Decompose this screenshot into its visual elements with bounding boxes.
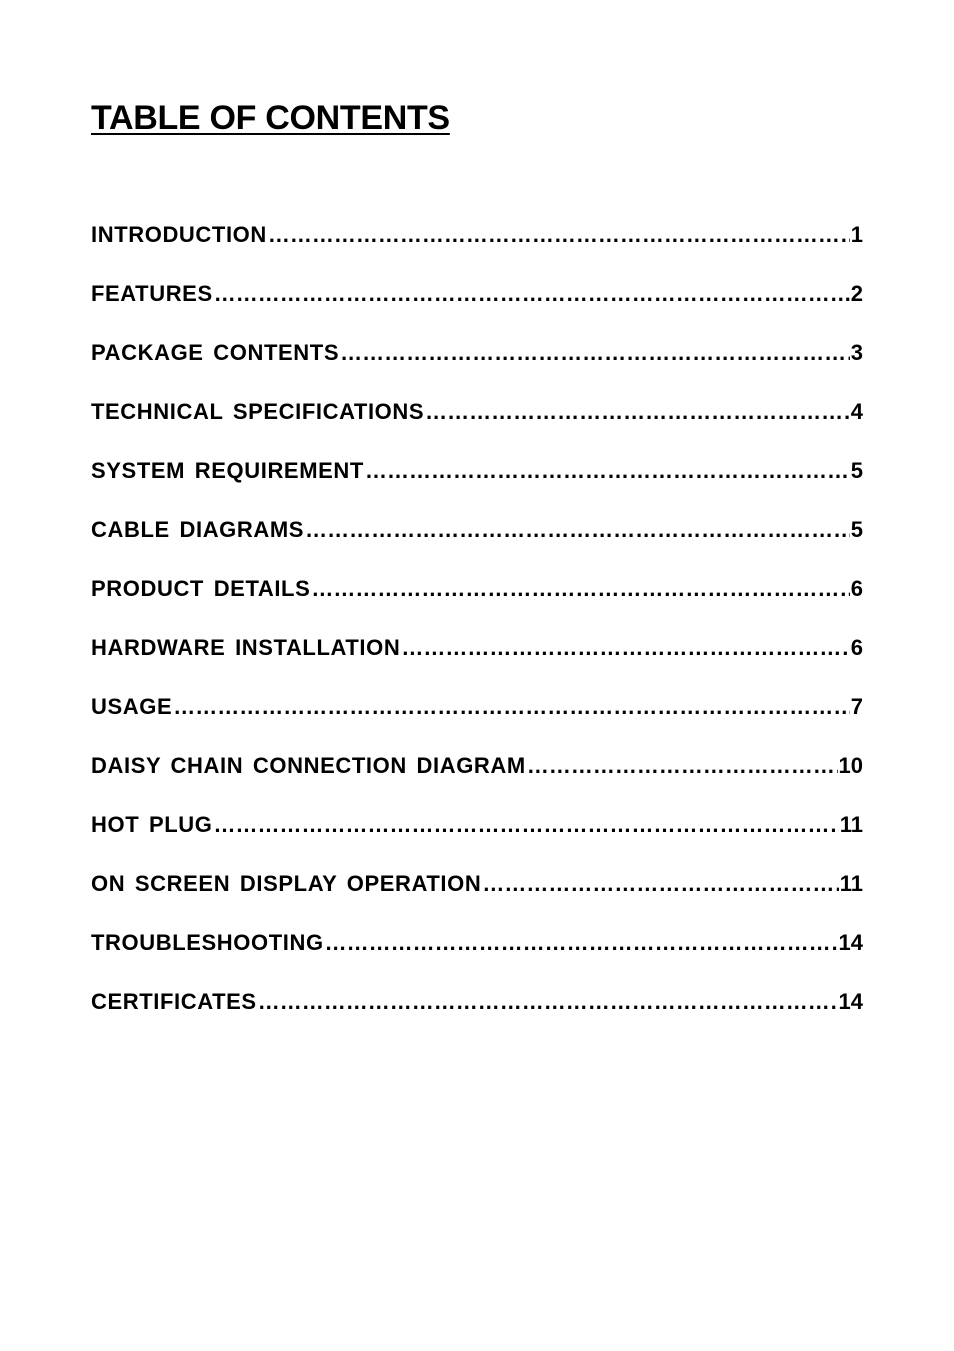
dot-leader (268, 222, 850, 248)
dot-leader (305, 517, 850, 543)
toc-entry-hot-plug[interactable] (91, 812, 863, 871)
toc-entry-on-screen-display-operation[interactable] (91, 871, 863, 930)
toc-entry-cable-diagrams[interactable] (91, 517, 863, 576)
toc-entry-label: DAISY CHAIN CONNECTION DIAGRAM (91, 753, 526, 778)
toc-entry-page: 6 (850, 635, 863, 660)
toc-entry-page: 4 (850, 399, 863, 424)
toc-entry-label: PRODUCT DETAILS (91, 576, 311, 601)
toc-entry-label: FEATURES (91, 281, 213, 306)
dot-leader (365, 458, 850, 484)
toc-entry-page: 11 (839, 812, 863, 837)
dot-leader (214, 281, 850, 307)
toc-entry-troubleshooting[interactable] (91, 930, 863, 989)
toc-entry-page: 1 (850, 222, 863, 247)
toc-entry-page: 11 (839, 871, 863, 896)
dot-leader (311, 576, 849, 602)
toc-entry-label: USAGE (91, 694, 173, 719)
toc-entry-page: 7 (850, 694, 863, 719)
dot-leader (401, 635, 849, 661)
toc-entry-page: 2 (850, 281, 863, 306)
toc-entry-package-contents[interactable] (91, 340, 863, 399)
toc-entry-label: CERTIFICATES (91, 989, 257, 1014)
toc-entry-certificates[interactable] (91, 989, 863, 1048)
toc-entry-page: 3 (850, 340, 863, 365)
dot-leader (482, 871, 838, 897)
dot-leader (325, 930, 838, 956)
toc-entry-system-requirement[interactable] (91, 458, 863, 517)
toc-list (91, 222, 863, 1048)
toc-entry-technical-specifications[interactable] (91, 399, 863, 458)
dot-leader (340, 340, 850, 366)
toc-entry-daisy-chain-connection-diagram[interactable] (91, 753, 863, 812)
toc-entry-page: 10 (838, 753, 863, 778)
toc-entry-page: 5 (850, 517, 863, 542)
toc-entry-label: SYSTEM REQUIREMENT (91, 458, 364, 483)
dot-leader (425, 399, 850, 425)
toc-entry-label: INTRODUCTION (91, 222, 267, 247)
toc-entry-usage[interactable] (91, 694, 863, 753)
dot-leader (527, 753, 838, 779)
toc-entry-hardware-installation[interactable] (91, 635, 863, 694)
toc-entry-label: TECHNICAL SPECIFICATIONS (91, 399, 425, 424)
toc-entry-label: PACKAGE CONTENTS (91, 340, 340, 365)
toc-entry-label: HOT PLUG (91, 812, 213, 837)
dot-leader (173, 694, 850, 720)
dot-leader (213, 812, 838, 838)
toc-entry-page: 5 (850, 458, 863, 483)
toc-entry-features[interactable] (91, 281, 863, 340)
toc-entry-label: HARDWARE INSTALLATION (91, 635, 401, 660)
toc-entry-label: TROUBLESHOOTING (91, 930, 324, 955)
toc-entry-label: ON SCREEN DISPLAY OPERATION (91, 871, 482, 896)
toc-entry-product-details[interactable] (91, 576, 863, 635)
toc-entry-label: CABLE DIAGRAMS (91, 517, 305, 542)
toc-entry-introduction[interactable] (91, 222, 863, 281)
page-title: TABLE OF CONTENTS (91, 99, 450, 137)
dot-leader (258, 989, 838, 1015)
toc-entry-page: 14 (838, 930, 863, 955)
toc-entry-page: 6 (850, 576, 863, 601)
toc-entry-page: 14 (838, 989, 863, 1014)
